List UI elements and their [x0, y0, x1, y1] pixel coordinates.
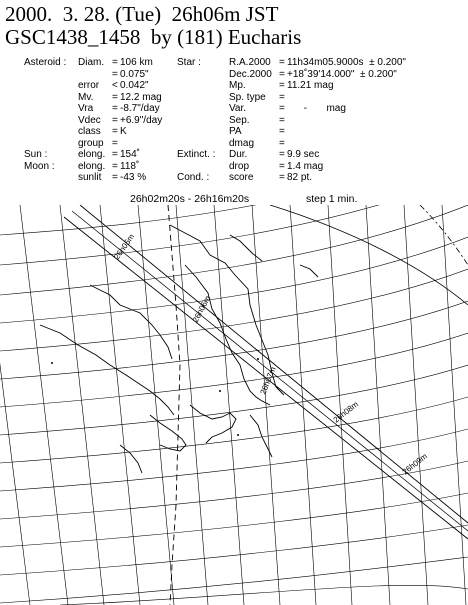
star-dec-label: Dec.2000 — [229, 68, 272, 80]
star-mp-value: 11.21 mag — [287, 80, 334, 91]
sun-elong-eq: = — [112, 149, 118, 160]
asteroid-angular-eq: = — [112, 68, 118, 80]
star-var-label: Var. — [229, 103, 247, 114]
asteroid-vdec-eq: = — [112, 114, 118, 126]
asteroid-class-eq: = — [112, 126, 118, 137]
sun-elong-value: 154˚ — [120, 149, 141, 160]
asteroid-class-label: class — [78, 126, 101, 137]
asteroid-mv-eq: = — [112, 91, 118, 103]
asteroid-vra-eq: = — [112, 103, 118, 114]
moon-elong-eq: = — [112, 160, 118, 172]
star-sptype-eq: = — [279, 91, 285, 103]
path-north-limit — [80, 205, 468, 523]
star-mp-eq: = — [279, 80, 285, 91]
star-var-eq: = — [279, 103, 285, 114]
star-ra-value: 11h34m05.9000s ± 0.200" — [287, 57, 406, 68]
asteroid-vra-label: Vra — [78, 103, 94, 114]
event-target-title: GSC1438_1458 by (181) Eucharis — [5, 25, 302, 49]
star-sep-label: Sep. — [229, 114, 250, 126]
moon-sunlit-label: sunlit — [78, 172, 102, 183]
star-var-value: - mag — [287, 103, 346, 114]
occultation-path-map — [0, 205, 468, 605]
map-grid — [0, 205, 468, 605]
star-dmag-label: dmag — [229, 137, 255, 149]
time-label-0: 26h05m — [112, 232, 137, 262]
moon-heading: Moon : — [24, 160, 55, 172]
extinct-drop-value: 1.4 mag — [287, 160, 324, 172]
asteroid-group-label: group — [78, 137, 104, 149]
star-pa-label: PA — [229, 126, 242, 137]
moon-sunlit-eq: = — [112, 172, 118, 183]
asteroid-mv-label: Mv. — [78, 91, 94, 103]
time-label-2: 26h07m — [258, 365, 278, 396]
extinct-dur-eq: = — [279, 149, 285, 160]
asteroid-class-value: K — [120, 126, 127, 137]
star-sep-eq: = — [279, 114, 285, 126]
asteroid-diam-eq: = — [112, 57, 118, 68]
asteroid-mv-value: 12.2 mag — [120, 91, 162, 103]
time-label-3: 26h08m — [331, 399, 361, 425]
star-dmag-eq: = — [279, 137, 285, 149]
event-info-panel — [0, 57, 468, 207]
asteroid-vra-value: -8.7"/day — [120, 103, 160, 114]
time-step-text: step 1 min. — [306, 193, 358, 205]
sun-heading: Sun : — [24, 149, 48, 160]
extinct-drop-eq: = — [279, 160, 285, 172]
asteroid-group-eq: = — [112, 137, 118, 149]
path-time-labels — [112, 232, 429, 477]
map-dot — [257, 358, 259, 360]
time-range-text: 26h02m20s - 26h16m20s — [130, 193, 250, 205]
asteroid-angular-value: 0.075" — [120, 68, 149, 80]
star-ra-eq: = — [279, 57, 285, 68]
cond-heading: Cond. : — [177, 172, 210, 183]
star-dec-value: +18˚39'14.000" ± 0.200" — [287, 68, 397, 80]
event-date-title: 2000. 3. 28. (Tue) 26h06m JST — [5, 2, 279, 26]
map-dot — [51, 362, 53, 364]
cond-score-value: 82 pt. — [287, 172, 313, 183]
moon-elong-label: elong. — [78, 160, 106, 172]
cond-score-eq: = — [279, 172, 285, 183]
asteroid-heading: Asteroid : — [24, 57, 67, 68]
extinct-dur-label: Dur. — [229, 149, 248, 160]
extinct-heading: Extinct. : — [177, 149, 216, 160]
asteroid-error-label: error — [78, 80, 100, 91]
moon-sunlit-value: -43 % — [120, 172, 147, 183]
extinct-drop-label: drop — [229, 160, 250, 172]
star-heading: Star : — [177, 57, 201, 68]
asteroid-diam-label: Diam. — [78, 57, 105, 68]
asteroid-vdec-label: Vdec — [78, 114, 101, 126]
uncertainty-dashed-line — [168, 205, 180, 605]
asteroid-error-value: 0.042" — [120, 80, 149, 91]
sun-elong-label: elong. — [78, 149, 106, 160]
map-dot — [237, 434, 239, 436]
star-ra-label: R.A.2000 — [229, 57, 271, 68]
moon-elong-value: 118˚ — [120, 160, 140, 172]
star-pa-eq: = — [279, 126, 285, 137]
asteroid-diam-value: 106 km — [120, 57, 153, 68]
asteroid-error-eq: < — [112, 80, 118, 91]
time-label-4: 26h09m — [400, 451, 430, 477]
star-sptype-label: Sp. type — [229, 91, 266, 103]
extinct-dur-value: 9.9 sec — [287, 149, 320, 160]
map-dot — [219, 390, 221, 392]
cond-score-label: score — [229, 172, 254, 183]
time-label-1: 26h06m — [190, 294, 213, 324]
asteroid-vdec-value: +6.9"/day — [120, 114, 163, 126]
star-mp-label: Mp. — [229, 80, 246, 91]
star-dec-eq: = — [279, 68, 285, 80]
